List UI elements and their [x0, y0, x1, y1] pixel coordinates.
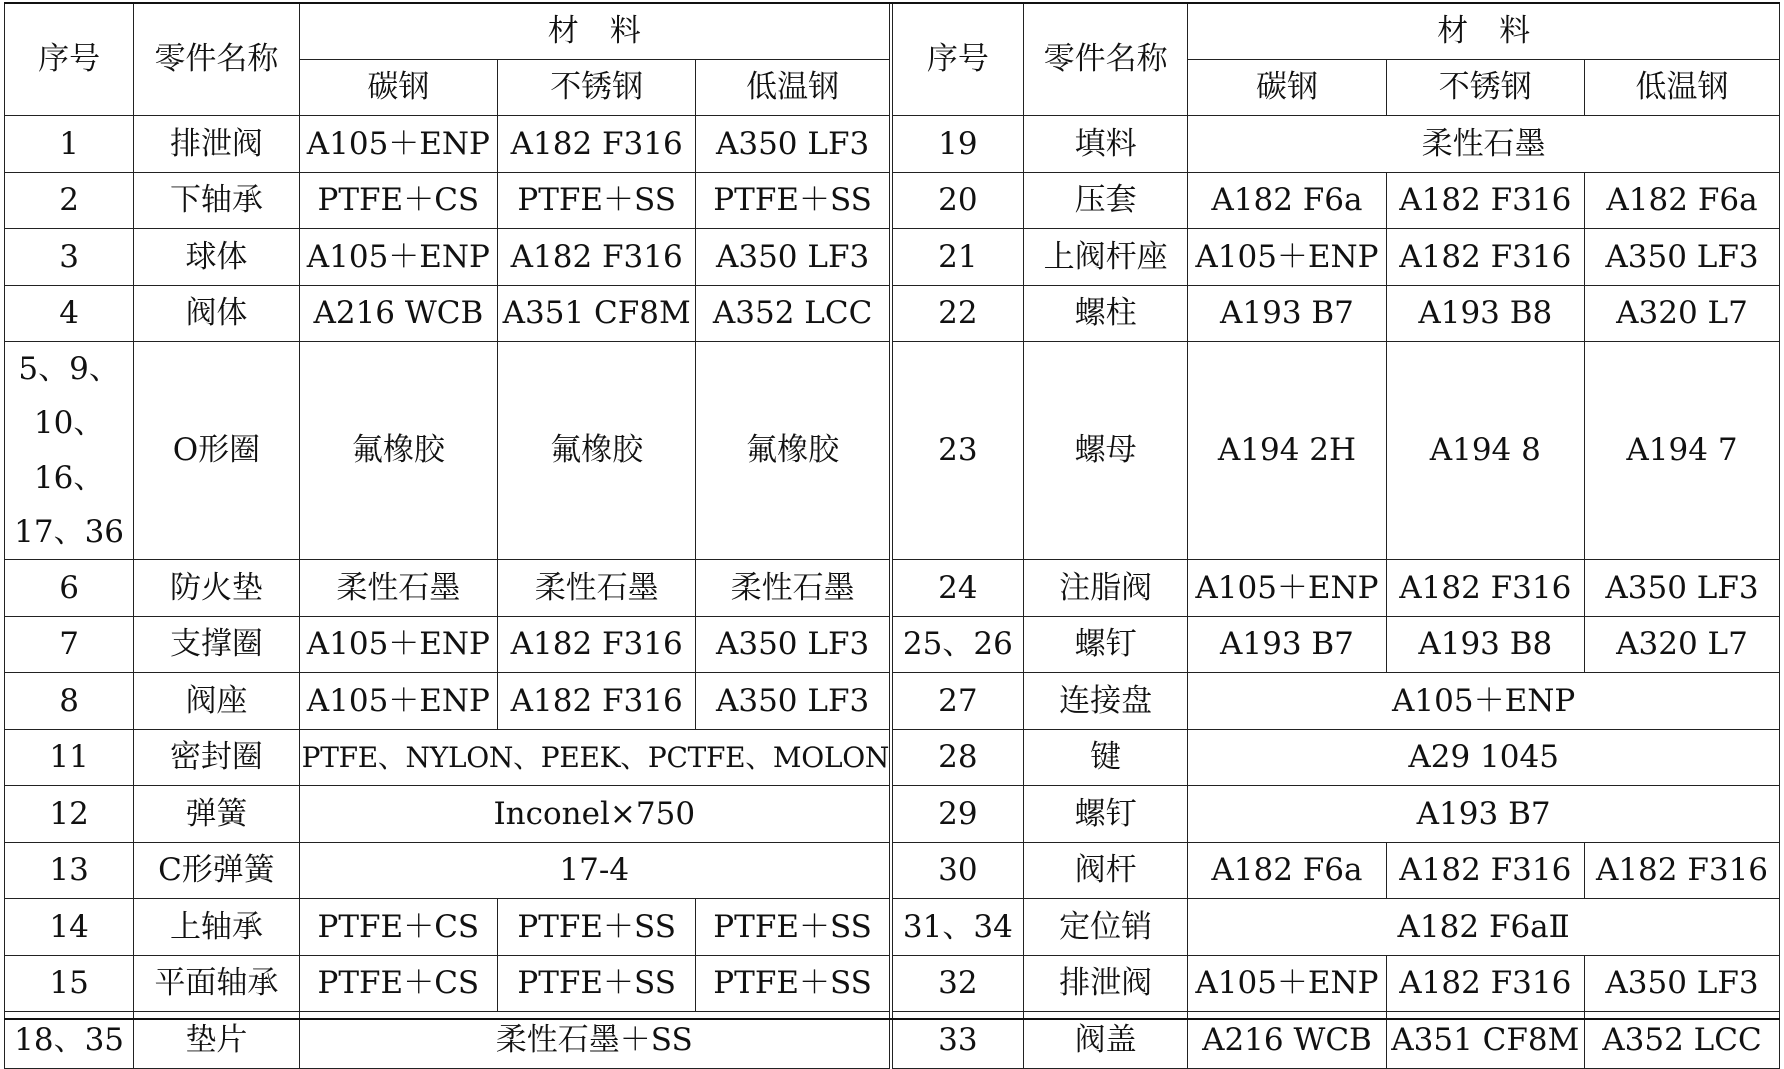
left-low-temp: A350 LF3 [696, 116, 891, 173]
right-low-temp: A350 LF3 [1584, 229, 1779, 286]
left-part-name: 排泄阀 [134, 116, 299, 173]
header-carbon-right: 碳钢 [1188, 59, 1386, 116]
left-carbon: A216 WCB [299, 285, 497, 342]
left-low-temp: A352 LCC [696, 285, 891, 342]
left-part-name: 阀座 [134, 673, 299, 730]
right-part-name: 排泄阀 [1023, 955, 1187, 1012]
right-seq: 32 [891, 955, 1024, 1012]
right-carbon: A216 WCB [1188, 1012, 1386, 1069]
left-stainless: A182 F316 [498, 116, 696, 173]
right-part-name: 阀杆 [1023, 842, 1187, 899]
table-row [5, 616, 1780, 673]
right-part-name: 螺钉 [1023, 616, 1187, 673]
right-carbon: A182 F6a [1188, 172, 1386, 229]
left-seq: 13 [5, 842, 134, 899]
right-seq: 31、34 [891, 899, 1024, 956]
table-row [5, 955, 1780, 1012]
header-material-right: 材 料 [1188, 3, 1780, 60]
header-carbon-left: 碳钢 [299, 59, 497, 116]
right-material-all: A182 F6aⅡ [1188, 899, 1780, 956]
left-seq: 3 [5, 229, 134, 286]
right-seq: 33 [891, 1012, 1024, 1069]
left-seq: 4 [5, 285, 134, 342]
left-seq: 5、9、10、16、17、36 [5, 342, 134, 560]
left-material-all: Inconel×750 [299, 786, 891, 843]
table-row [5, 842, 1780, 899]
header-part-name-left: 零件名称 [134, 3, 299, 116]
table-row [5, 899, 1780, 956]
right-seq: 20 [891, 172, 1024, 229]
left-part-name: O形圈 [134, 342, 299, 560]
right-part-name: 螺钉 [1023, 786, 1187, 843]
right-part-name: 填料 [1023, 116, 1187, 173]
left-carbon: A105＋ENP [299, 673, 497, 730]
left-low-temp: A350 LF3 [696, 229, 891, 286]
header-low-temp-left: 低温钢 [696, 59, 891, 116]
left-seq: 7 [5, 616, 134, 673]
left-part-name: 上轴承 [134, 899, 299, 956]
left-part-name: 防火垫 [134, 560, 299, 617]
right-part-name: 螺母 [1023, 342, 1187, 560]
right-seq: 21 [891, 229, 1024, 286]
left-part-name: 阀体 [134, 285, 299, 342]
left-part-name: 下轴承 [134, 172, 299, 229]
left-low-temp: PTFE＋SS [696, 172, 891, 229]
right-part-name: 注脂阀 [1023, 560, 1187, 617]
right-part-name: 螺柱 [1023, 285, 1187, 342]
right-material-all: A29 1045 [1188, 729, 1780, 786]
left-seq: 12 [5, 786, 134, 843]
left-stainless: A351 CF8M [498, 285, 696, 342]
left-seq: 11 [5, 729, 134, 786]
right-low-temp: A352 LCC [1584, 1012, 1779, 1069]
left-carbon: 柔性石墨 [299, 560, 497, 617]
right-material-all: A193 B7 [1188, 786, 1780, 843]
right-part-name: 阀盖 [1023, 1012, 1187, 1069]
right-seq: 23 [891, 342, 1024, 560]
table-row [5, 560, 1780, 617]
right-carbon: A193 B7 [1188, 616, 1386, 673]
right-low-temp: A320 L7 [1584, 616, 1779, 673]
right-part-name: 定位销 [1023, 899, 1187, 956]
left-carbon: PTFE＋CS [299, 172, 497, 229]
left-seq: 6 [5, 560, 134, 617]
left-low-temp: A350 LF3 [696, 673, 891, 730]
left-seq: 14 [5, 899, 134, 956]
left-stainless: 柔性石墨 [498, 560, 696, 617]
header-stainless-left: 不锈钢 [498, 59, 696, 116]
right-low-temp: A194 7 [1584, 342, 1779, 560]
header-stainless-right: 不锈钢 [1386, 59, 1584, 116]
left-part-name: 弹簧 [134, 786, 299, 843]
right-seq: 24 [891, 560, 1024, 617]
header-row-1 [5, 3, 1780, 60]
header-seq-right: 序号 [891, 3, 1024, 116]
right-carbon: A105＋ENP [1188, 229, 1386, 286]
left-stainless: PTFE＋SS [498, 899, 696, 956]
materials-table [4, 2, 1780, 1069]
left-part-name: 密封圈 [134, 729, 299, 786]
right-stainless: A193 B8 [1386, 285, 1584, 342]
right-seq: 22 [891, 285, 1024, 342]
table-row [5, 786, 1780, 843]
right-low-temp: A350 LF3 [1584, 560, 1779, 617]
table-row [5, 729, 1780, 786]
right-stainless: A182 F316 [1386, 229, 1584, 286]
left-part-name: 平面轴承 [134, 955, 299, 1012]
right-stainless: A351 CF8M [1386, 1012, 1584, 1069]
right-low-temp: A182 F6a [1584, 172, 1779, 229]
left-part-name: C形弹簧 [134, 842, 299, 899]
header-part-name-right: 零件名称 [1023, 3, 1187, 116]
table-row [5, 116, 1780, 173]
table-row [5, 229, 1780, 286]
right-carbon: A182 F6a [1188, 842, 1386, 899]
right-carbon: A193 B7 [1188, 285, 1386, 342]
left-carbon: PTFE＋CS [299, 899, 497, 956]
header-material-left: 材 料 [299, 3, 891, 60]
right-seq: 29 [891, 786, 1024, 843]
left-carbon: 氟橡胶 [299, 342, 497, 560]
right-stainless: A182 F316 [1386, 842, 1584, 899]
right-material-all: A105＋ENP [1188, 673, 1780, 730]
left-seq: 8 [5, 673, 134, 730]
left-carbon: PTFE＋CS [299, 955, 497, 1012]
table-row [5, 285, 1780, 342]
right-part-name: 压套 [1023, 172, 1187, 229]
right-stainless: A182 F316 [1386, 955, 1584, 1012]
left-stainless: A182 F316 [498, 616, 696, 673]
right-stainless: A182 F316 [1386, 172, 1584, 229]
left-low-temp: A350 LF3 [696, 616, 891, 673]
left-stainless: A182 F316 [498, 229, 696, 286]
right-part-name: 上阀杆座 [1023, 229, 1187, 286]
header-low-temp-right: 低温钢 [1584, 59, 1779, 116]
left-carbon: A105＋ENP [299, 116, 497, 173]
table-row [5, 673, 1780, 730]
left-seq: 2 [5, 172, 134, 229]
left-stainless: PTFE＋SS [498, 955, 696, 1012]
left-stainless: 氟橡胶 [498, 342, 696, 560]
right-low-temp: A350 LF3 [1584, 955, 1779, 1012]
left-material-all: 柔性石墨＋SS [299, 1012, 891, 1069]
right-carbon: A105＋ENP [1188, 955, 1386, 1012]
right-seq: 30 [891, 842, 1024, 899]
left-stainless: PTFE＋SS [498, 172, 696, 229]
right-stainless: A194 8 [1386, 342, 1584, 560]
right-low-temp: A320 L7 [1584, 285, 1779, 342]
right-carbon: A194 2H [1188, 342, 1386, 560]
left-low-temp: 柔性石墨 [696, 560, 891, 617]
left-seq: 15 [5, 955, 134, 1012]
left-stainless: A182 F316 [498, 673, 696, 730]
right-seq: 27 [891, 673, 1024, 730]
table-row [5, 1012, 1780, 1069]
right-stainless: A182 F316 [1386, 560, 1584, 617]
table-row [5, 342, 1780, 560]
header-seq-left: 序号 [5, 3, 134, 116]
left-part-name: 垫片 [134, 1012, 299, 1069]
left-part-name: 球体 [134, 229, 299, 286]
right-seq: 19 [891, 116, 1024, 173]
right-stainless: A193 B8 [1386, 616, 1584, 673]
right-low-temp: A182 F316 [1584, 842, 1779, 899]
left-low-temp: PTFE＋SS [696, 899, 891, 956]
left-carbon: A105＋ENP [299, 229, 497, 286]
left-carbon: A105＋ENP [299, 616, 497, 673]
right-part-name: 连接盘 [1023, 673, 1187, 730]
right-material-all: 柔性石墨 [1188, 116, 1780, 173]
table-body [5, 3, 1780, 1069]
left-material-all: 17-4 [299, 842, 891, 899]
right-seq: 28 [891, 729, 1024, 786]
right-carbon: A105＋ENP [1188, 560, 1386, 617]
right-part-name: 键 [1023, 729, 1187, 786]
left-material-all: PTFE、NYLON、PEEK、PCTFE、MOLON [299, 729, 891, 786]
left-low-temp: 氟橡胶 [696, 342, 891, 560]
left-seq: 1 [5, 116, 134, 173]
left-low-temp: PTFE＋SS [696, 955, 891, 1012]
table-row [5, 172, 1780, 229]
right-seq: 25、26 [891, 616, 1024, 673]
left-part-name: 支撑圈 [134, 616, 299, 673]
left-seq: 18、35 [5, 1012, 134, 1069]
